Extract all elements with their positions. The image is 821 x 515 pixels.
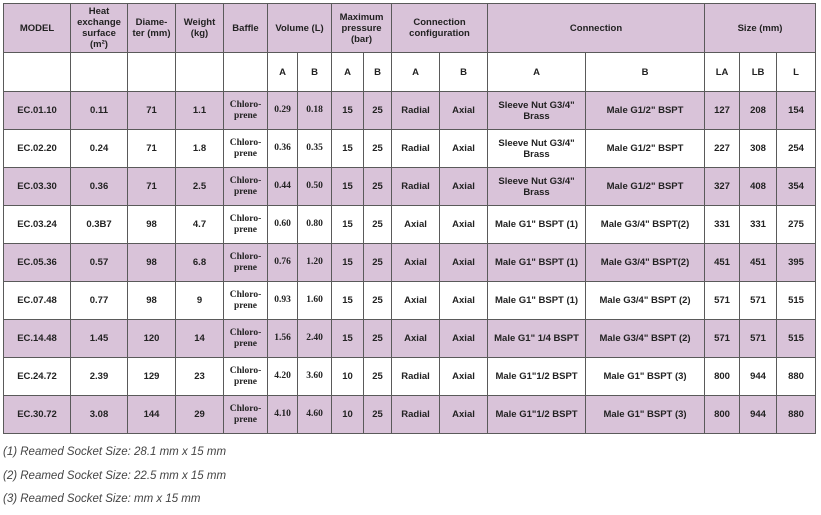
- config-b-cell: Axial: [440, 244, 488, 282]
- weight-cell: 1.1: [176, 92, 224, 130]
- model-cell: EC.30.72: [4, 396, 71, 434]
- config-b-cell: Axial: [440, 358, 488, 396]
- pressure-a-cell: 15: [332, 320, 364, 358]
- baffle-cell: Chloro-prene: [224, 92, 268, 130]
- config-b-cell: Axial: [440, 282, 488, 320]
- model-cell: EC.03.24: [4, 206, 71, 244]
- connection-a-cell: Male G1"1/2 BSPT: [488, 358, 586, 396]
- weight-cell: 4.7: [176, 206, 224, 244]
- size-la-cell: 331: [705, 206, 740, 244]
- config-b-cell: Axial: [440, 396, 488, 434]
- subheader-pressure-b: B: [364, 53, 392, 92]
- config-a-cell: Radial: [392, 92, 440, 130]
- weight-cell: 9: [176, 282, 224, 320]
- size-la-cell: 571: [705, 320, 740, 358]
- config-a-cell: Radial: [392, 396, 440, 434]
- weight-cell: 6.8: [176, 244, 224, 282]
- volume-a-cell: 0.36: [268, 130, 298, 168]
- config-a-cell: Axial: [392, 320, 440, 358]
- size-la-cell: 800: [705, 396, 740, 434]
- volume-b-cell: 3.60: [298, 358, 332, 396]
- pressure-a-cell: 10: [332, 358, 364, 396]
- pressure-a-cell: 15: [332, 244, 364, 282]
- pressure-a-cell: 15: [332, 206, 364, 244]
- spec-table: [3, 3, 816, 434]
- footnotes: [3, 444, 226, 515]
- config-a-cell: Radial: [392, 358, 440, 396]
- config-b-cell: Axial: [440, 92, 488, 130]
- volume-a-cell: 4.10: [268, 396, 298, 434]
- header-max-pressure: Maximum pressure (bar): [332, 4, 392, 53]
- header-volume: Volume (L): [268, 4, 332, 53]
- size-l-cell: 354: [777, 168, 816, 206]
- size-lb-cell: 308: [740, 130, 777, 168]
- table-body: [4, 92, 816, 434]
- size-lb-cell: 571: [740, 282, 777, 320]
- subheader-connection-b: B: [586, 53, 705, 92]
- size-la-cell: 571: [705, 282, 740, 320]
- size-l-cell: 154: [777, 92, 816, 130]
- subheader-config-b: B: [440, 53, 488, 92]
- connection-a-cell: Male G1" BSPT (1): [488, 244, 586, 282]
- baffle-cell: Chloro-prene: [224, 396, 268, 434]
- subheader-connection-a: A: [488, 53, 586, 92]
- config-a-cell: Axial: [392, 282, 440, 320]
- weight-cell: 29: [176, 396, 224, 434]
- footnote: (2) Reamed Socket Size: 22.5 mm x 15 mm: [3, 469, 227, 482]
- connection-a-cell: Male G1"1/2 BSPT: [488, 396, 586, 434]
- volume-b-cell: 0.18: [298, 92, 332, 130]
- subheader-empty: [224, 53, 268, 92]
- pressure-b-cell: 25: [364, 396, 392, 434]
- volume-b-cell: 0.50: [298, 168, 332, 206]
- subheader-size-lb: LB: [740, 53, 777, 92]
- table-row: [4, 206, 816, 244]
- volume-b-cell: 0.35: [298, 130, 332, 168]
- size-l-cell: 515: [777, 320, 816, 358]
- subheader-empty: [176, 53, 224, 92]
- model-cell: EC.01.10: [4, 92, 71, 130]
- size-la-cell: 127: [705, 92, 740, 130]
- size-l-cell: 880: [777, 358, 816, 396]
- diameter-cell: 129: [128, 358, 176, 396]
- model-cell: EC.14.48: [4, 320, 71, 358]
- model-cell: EC.24.72: [4, 358, 71, 396]
- diameter-cell: 98: [128, 282, 176, 320]
- volume-b-cell: 4.60: [298, 396, 332, 434]
- volume-a-cell: 0.29: [268, 92, 298, 130]
- table-row: [4, 396, 816, 434]
- table-row: [4, 320, 816, 358]
- size-l-cell: 880: [777, 396, 816, 434]
- config-b-cell: Axial: [440, 130, 488, 168]
- size-l-cell: 275: [777, 206, 816, 244]
- subheader-empty: [128, 53, 176, 92]
- pressure-a-cell: 15: [332, 130, 364, 168]
- connection-b-cell: Male G1" BSPT (3): [586, 358, 705, 396]
- weight-cell: 14: [176, 320, 224, 358]
- pressure-b-cell: 25: [364, 130, 392, 168]
- spec-table-container: [3, 3, 816, 434]
- heat-exchange-cell: 0.3B7: [71, 206, 128, 244]
- connection-b-cell: Male G1/2" BSPT: [586, 168, 705, 206]
- volume-a-cell: 0.76: [268, 244, 298, 282]
- header-baffle: Baffle: [224, 4, 268, 53]
- volume-a-cell: 0.44: [268, 168, 298, 206]
- config-b-cell: Axial: [440, 320, 488, 358]
- volume-a-cell: 4.20: [268, 358, 298, 396]
- header-connection-configuration: Connection configuration: [392, 4, 488, 53]
- pressure-a-cell: 15: [332, 282, 364, 320]
- connection-b-cell: Male G3/4" BSPT(2): [586, 206, 705, 244]
- size-l-cell: 395: [777, 244, 816, 282]
- weight-cell: 1.8: [176, 130, 224, 168]
- baffle-cell: Chloro-prene: [224, 358, 268, 396]
- pressure-b-cell: 25: [364, 92, 392, 130]
- connection-b-cell: Male G3/4" BSPT(2): [586, 244, 705, 282]
- pressure-b-cell: 25: [364, 358, 392, 396]
- config-a-cell: Radial: [392, 168, 440, 206]
- pressure-b-cell: 25: [364, 168, 392, 206]
- heat-exchange-cell: 0.57: [71, 244, 128, 282]
- size-lb-cell: 331: [740, 206, 777, 244]
- diameter-cell: 144: [128, 396, 176, 434]
- baffle-cell: Chloro-prene: [224, 282, 268, 320]
- connection-b-cell: Male G3/4" BSPT (2): [586, 320, 705, 358]
- header-row-2: [4, 53, 816, 92]
- subheader-volume-b: B: [298, 53, 332, 92]
- model-cell: EC.03.30: [4, 168, 71, 206]
- diameter-cell: 98: [128, 206, 176, 244]
- baffle-cell: Chloro-prene: [224, 206, 268, 244]
- pressure-b-cell: 25: [364, 320, 392, 358]
- connection-a-cell: Male G1" BSPT (1): [488, 282, 586, 320]
- diameter-cell: 98: [128, 244, 176, 282]
- config-b-cell: Axial: [440, 168, 488, 206]
- table-row: [4, 282, 816, 320]
- subheader-size-l: L: [777, 53, 816, 92]
- pressure-b-cell: 25: [364, 244, 392, 282]
- connection-b-cell: Male G1/2" BSPT: [586, 92, 705, 130]
- volume-b-cell: 1.20: [298, 244, 332, 282]
- header-model: MODEL: [4, 4, 71, 53]
- model-cell: EC.02.20: [4, 130, 71, 168]
- connection-a-cell: Sleeve Nut G3/4" Brass: [488, 130, 586, 168]
- table-row: [4, 244, 816, 282]
- size-lb-cell: 408: [740, 168, 777, 206]
- pressure-b-cell: 25: [364, 206, 392, 244]
- footnote: (3) Reamed Socket Size: mm x 15 mm: [3, 493, 201, 505]
- subheader-empty: [71, 53, 128, 92]
- connection-b-cell: Male G1/2" BSPT: [586, 130, 705, 168]
- size-la-cell: 451: [705, 244, 740, 282]
- subheader-config-a: A: [392, 53, 440, 92]
- header-diameter: Diame-ter (mm): [128, 4, 176, 53]
- table-row: [4, 358, 816, 396]
- connection-a-cell: Sleeve Nut G3/4" Brass: [488, 168, 586, 206]
- subheader-empty: [4, 53, 71, 92]
- baffle-cell: Chloro-prene: [224, 168, 268, 206]
- header-weight: Weight (kg): [176, 4, 224, 53]
- footnote: (1) Reamed Socket Size: 28.1 mm x 15 mm: [3, 446, 227, 458]
- config-a-cell: Axial: [392, 244, 440, 282]
- size-la-cell: 227: [705, 130, 740, 168]
- heat-exchange-cell: 0.24: [71, 130, 128, 168]
- size-lb-cell: 571: [740, 320, 777, 358]
- pressure-a-cell: 15: [332, 92, 364, 130]
- subheader-volume-a: A: [268, 53, 298, 92]
- header-row-1: [4, 4, 816, 53]
- pressure-a-cell: 15: [332, 168, 364, 206]
- table-row: [4, 130, 816, 168]
- baffle-cell: Chloro-prene: [224, 320, 268, 358]
- size-la-cell: 327: [705, 168, 740, 206]
- config-b-cell: Axial: [440, 206, 488, 244]
- header-heat-exchange: Heat exchange surface (m²): [71, 4, 128, 53]
- header-size: Size (mm): [705, 4, 816, 53]
- connection-b-cell: Male G1" BSPT (3): [586, 396, 705, 434]
- size-la-cell: 800: [705, 358, 740, 396]
- connection-b-cell: Male G3/4" BSPT (2): [586, 282, 705, 320]
- table-row: [4, 168, 816, 206]
- pressure-b-cell: 25: [364, 282, 392, 320]
- diameter-cell: 71: [128, 168, 176, 206]
- volume-a-cell: 0.93: [268, 282, 298, 320]
- size-lb-cell: 944: [740, 396, 777, 434]
- pressure-a-cell: 10: [332, 396, 364, 434]
- table-row: [4, 92, 816, 130]
- volume-b-cell: 2.40: [298, 320, 332, 358]
- weight-cell: 23: [176, 358, 224, 396]
- diameter-cell: 71: [128, 130, 176, 168]
- connection-a-cell: Sleeve Nut G3/4" Brass: [488, 92, 586, 130]
- subheader-size-la: LA: [705, 53, 740, 92]
- volume-a-cell: 0.60: [268, 206, 298, 244]
- heat-exchange-cell: 0.77: [71, 282, 128, 320]
- size-l-cell: 254: [777, 130, 816, 168]
- subheader-pressure-a: A: [332, 53, 364, 92]
- baffle-cell: Chloro-prene: [224, 130, 268, 168]
- heat-exchange-cell: 0.36: [71, 168, 128, 206]
- baffle-cell: Chloro-prene: [224, 244, 268, 282]
- diameter-cell: 71: [128, 92, 176, 130]
- heat-exchange-cell: 0.11: [71, 92, 128, 130]
- size-lb-cell: 451: [740, 244, 777, 282]
- model-cell: EC.05.36: [4, 244, 71, 282]
- config-a-cell: Radial: [392, 130, 440, 168]
- volume-a-cell: 1.56: [268, 320, 298, 358]
- connection-a-cell: Male G1" 1/4 BSPT: [488, 320, 586, 358]
- diameter-cell: 120: [128, 320, 176, 358]
- heat-exchange-cell: 3.08: [71, 396, 128, 434]
- header-connection: Connection: [488, 4, 705, 53]
- size-lb-cell: 944: [740, 358, 777, 396]
- volume-b-cell: 1.60: [298, 282, 332, 320]
- config-a-cell: Axial: [392, 206, 440, 244]
- size-l-cell: 515: [777, 282, 816, 320]
- connection-a-cell: Male G1" BSPT (1): [488, 206, 586, 244]
- heat-exchange-cell: 1.45: [71, 320, 128, 358]
- volume-b-cell: 0.80: [298, 206, 332, 244]
- weight-cell: 2.5: [176, 168, 224, 206]
- size-lb-cell: 208: [740, 92, 777, 130]
- model-cell: EC.07.48: [4, 282, 71, 320]
- heat-exchange-cell: 2.39: [71, 358, 128, 396]
